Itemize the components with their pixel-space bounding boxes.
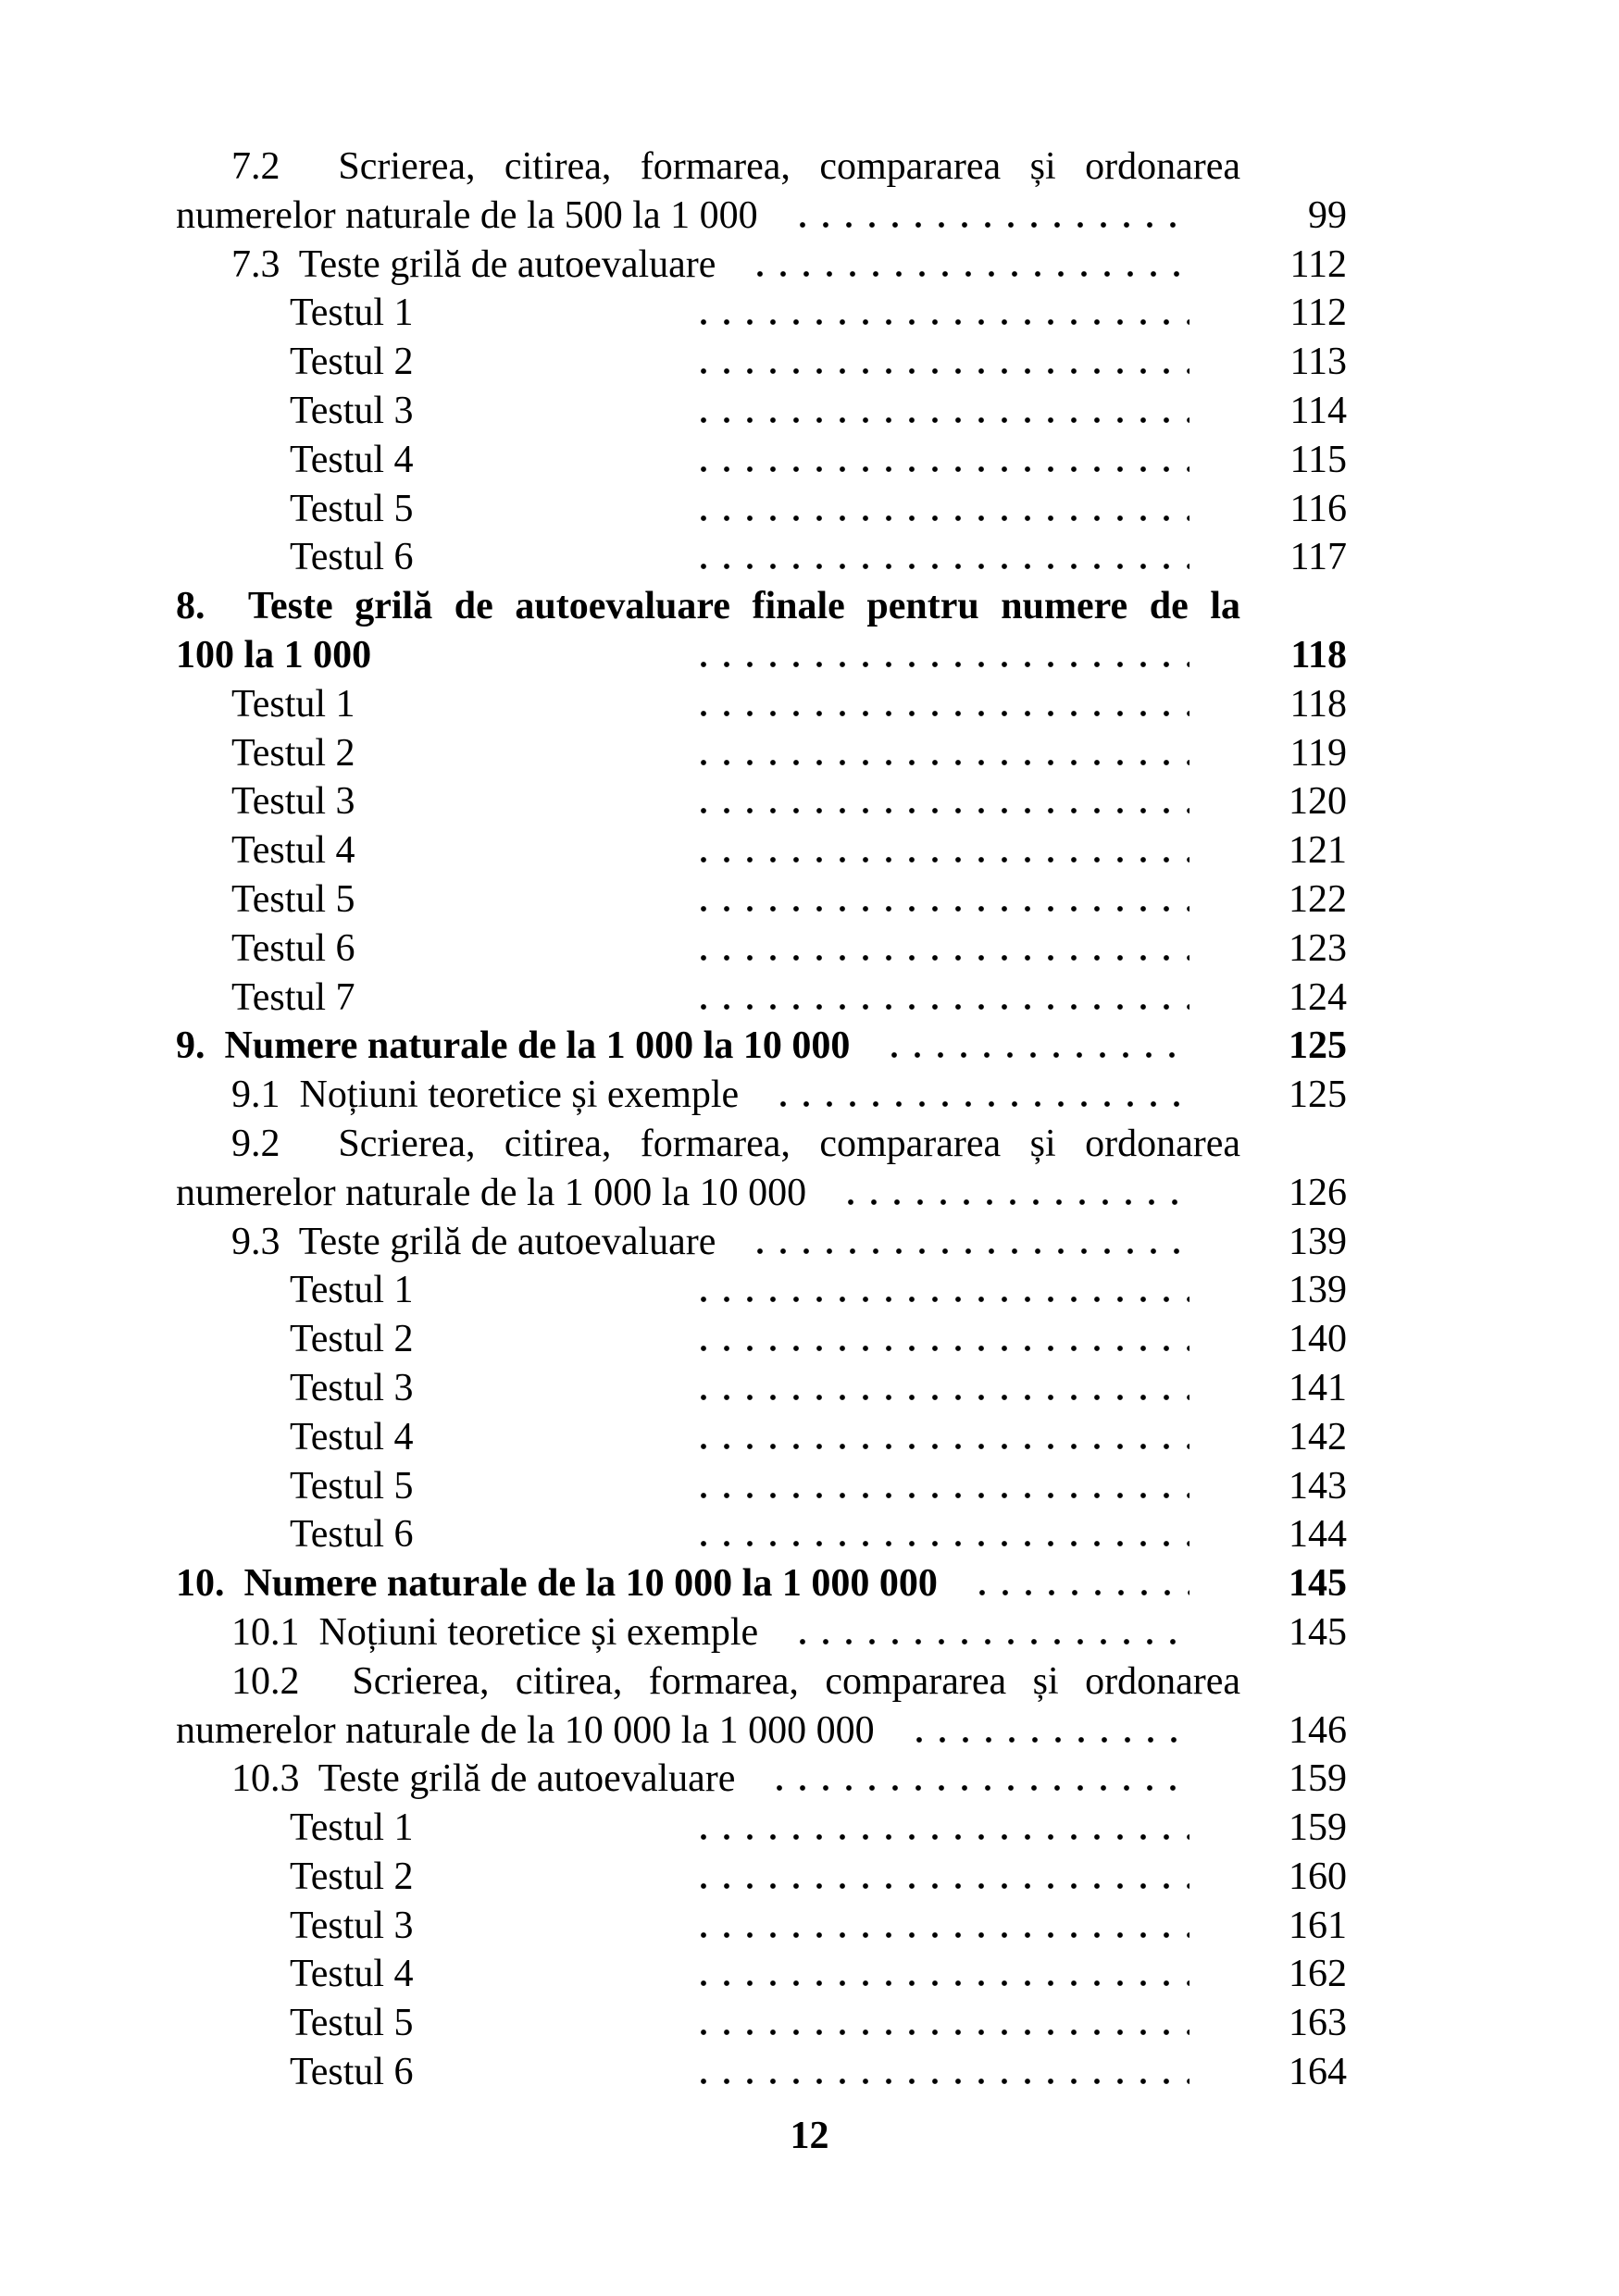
toc-page-number: 140 — [1289, 1318, 1347, 1361]
toc-page-number: 118 — [1290, 633, 1347, 676]
dot-leader — [701, 319, 1189, 325]
toc-entry-label: Testul 1 — [290, 292, 414, 335]
toc-entry-label: Testul 2 — [231, 731, 355, 775]
toc-row — [0, 1999, 1347, 2048]
toc-row — [0, 1315, 1347, 1364]
toc-row — [0, 533, 1347, 582]
dot-leader — [701, 906, 1189, 912]
dot-leader — [780, 1101, 1189, 1107]
toc-page-number: 145 — [1289, 1610, 1347, 1654]
dot-leader — [701, 1444, 1189, 1449]
toc-row — [0, 826, 1347, 875]
toc-page-number: 119 — [1289, 731, 1347, 775]
toc-page-number: 144 — [1289, 1513, 1347, 1557]
toc-entry-label: Testul 6 — [290, 1513, 414, 1557]
toc-page-number: 120 — [1289, 780, 1347, 824]
toc-page-number: 164 — [1289, 2051, 1347, 2094]
dot-leader — [701, 955, 1189, 961]
toc-row — [0, 680, 1347, 729]
toc-entry-label: Testul 2 — [290, 341, 414, 384]
toc-page-number: 142 — [1289, 1415, 1347, 1458]
toc-entry-label: 100 la 1 000 — [176, 633, 372, 676]
toc-page-number: 116 — [1289, 487, 1347, 530]
toc-entry-label: Testul 4 — [231, 829, 355, 873]
dot-leader — [701, 1834, 1189, 1840]
toc-entry-label: Testul 4 — [290, 1415, 414, 1458]
dot-leader — [777, 1785, 1189, 1791]
toc-row — [0, 1510, 1347, 1559]
toc-page-number: 112 — [1289, 292, 1347, 335]
toc-row — [0, 338, 1347, 387]
toc-row — [0, 1266, 1347, 1315]
toc-page-number: 143 — [1289, 1464, 1347, 1508]
toc-page-number: 125 — [1289, 1074, 1347, 1117]
toc-page-number: 145 — [1289, 1562, 1347, 1606]
toc-page-number: 139 — [1289, 1220, 1347, 1263]
toc-paragraph-first-line: 8. Teste grilă de autoevaluare finale pentru numere de la — [176, 585, 1240, 628]
toc-entry-label: 9.3 Teste grilă de autoevaluare — [231, 1220, 716, 1263]
toc-entry-label: Testul 1 — [290, 1806, 414, 1850]
dot-leader — [701, 1004, 1189, 1010]
toc-row — [0, 777, 1347, 826]
dot-leader — [757, 271, 1189, 277]
toc-row — [0, 192, 1347, 241]
toc-page-number: 113 — [1289, 341, 1347, 384]
toc-page-number: 123 — [1289, 926, 1347, 970]
toc-entry-label: Testul 1 — [231, 682, 355, 726]
dot-leader — [701, 2079, 1189, 2084]
dot-leader — [701, 662, 1189, 667]
toc-entry-label: Testul 4 — [290, 438, 414, 481]
toc-row — [0, 875, 1347, 925]
toc-entry-label: numerelor naturale de la 10 000 la 1 000 000 — [176, 1708, 875, 1752]
toc-row — [0, 729, 1347, 778]
toc-row — [0, 925, 1347, 974]
dot-leader — [800, 222, 1189, 228]
dot-leader — [701, 1883, 1189, 1889]
toc-entry-label: 9. Numere naturale de la 1 000 la 10 000 — [176, 1024, 851, 1068]
toc-row — [0, 1462, 1347, 1511]
toc-row — [0, 1853, 1347, 1902]
toc-entry-label: Testul 2 — [290, 1855, 414, 1898]
toc-page-number: 125 — [1289, 1024, 1347, 1068]
toc-page-number: 139 — [1289, 1269, 1347, 1312]
toc-row — [0, 1218, 1347, 1267]
toc-page-number: 146 — [1289, 1708, 1347, 1752]
toc-row — [0, 1071, 1347, 1120]
dot-leader — [701, 760, 1189, 765]
page-footer — [0, 2112, 1619, 2161]
toc-entry-label: Testul 7 — [231, 975, 355, 1019]
dot-leader — [916, 1737, 1189, 1743]
toc-row — [0, 241, 1347, 290]
toc-row — [0, 974, 1347, 1023]
dot-leader — [701, 466, 1189, 472]
toc-paragraph-first-line: 10.2 Scrierea, citirea, formarea, compararea și ordonarea — [231, 1659, 1240, 1703]
toc-page-number: 114 — [1289, 389, 1347, 432]
toc-row — [0, 1608, 1347, 1657]
toc-page-number: 118 — [1289, 682, 1347, 726]
toc-page-number: 141 — [1289, 1366, 1347, 1409]
toc-entry-label: Testul 5 — [290, 1464, 414, 1508]
toc-row — [0, 1559, 1347, 1608]
dot-leader — [701, 1395, 1189, 1400]
toc-entry-label: Testul 6 — [290, 2051, 414, 2094]
toc-entry-label: 10. Numere naturale de la 10 000 la 1 000 000 — [176, 1562, 938, 1606]
toc-page-number: 115 — [1289, 438, 1347, 481]
toc-row — [0, 436, 1347, 485]
toc-entry-label: 10.1 Noțiuni teoretice și exemple — [231, 1610, 759, 1654]
toc-entry-label: Testul 5 — [231, 877, 355, 921]
toc-row — [0, 387, 1347, 436]
toc-entry-label: Testul 2 — [290, 1318, 414, 1361]
dot-leader — [701, 368, 1189, 374]
dot-leader — [701, 1932, 1189, 1938]
toc-page-number: 112 — [1289, 242, 1347, 286]
toc-entry-label: Testul 3 — [290, 1366, 414, 1409]
toc-page-number: 159 — [1289, 1806, 1347, 1850]
toc-row — [0, 2048, 1347, 2097]
toc-page-number: 161 — [1289, 1904, 1347, 1947]
dot-leader — [979, 1590, 1189, 1595]
toc-entry-label: Testul 6 — [231, 926, 355, 970]
toc-row — [0, 485, 1347, 534]
toc-row — [0, 289, 1347, 338]
toc-row — [0, 1413, 1347, 1462]
toc-entry-label: Testul 6 — [290, 536, 414, 579]
dot-leader — [701, 1980, 1189, 1986]
toc-entry-label: Testul 3 — [290, 1904, 414, 1947]
dot-leader — [701, 808, 1189, 813]
toc-entry-label: numerelor naturale de la 500 la 1 000 — [176, 193, 758, 237]
toc-page-number: 160 — [1289, 1855, 1347, 1898]
dot-leader — [701, 417, 1189, 423]
toc-row — [0, 631, 1347, 680]
page-number: 12 — [790, 2114, 829, 2157]
toc-rows — [0, 143, 1619, 2097]
dot-leader — [701, 1541, 1189, 1546]
toc-row — [0, 1169, 1347, 1218]
toc-entry-label: Testul 3 — [290, 389, 414, 432]
toc-row — [0, 1902, 1347, 1951]
toc-page-number: 99 — [1308, 193, 1347, 237]
toc-page-number: 124 — [1289, 975, 1347, 1019]
dot-leader — [701, 711, 1189, 716]
toc-paragraph-first-line: 9.2 Scrierea, citirea, formarea, compararea și ordonarea — [231, 1122, 1240, 1165]
dot-leader — [701, 564, 1189, 569]
dot-leader — [800, 1639, 1189, 1644]
toc-entry-label: 10.3 Teste grilă de autoevaluare — [231, 1757, 736, 1801]
dot-leader — [701, 1493, 1189, 1498]
toc-entry-label: Testul 1 — [290, 1269, 414, 1312]
toc-entry-label: Testul 4 — [290, 1953, 414, 1996]
dot-leader — [757, 1248, 1189, 1254]
toc-row — [0, 1755, 1347, 1804]
dot-leader — [701, 1297, 1189, 1302]
toc-entry-label: 7.3 Teste grilă de autoevaluare — [231, 242, 716, 286]
toc-page-number: 163 — [1289, 2002, 1347, 2045]
toc-row — [0, 1364, 1347, 1413]
toc-row — [0, 1950, 1347, 1999]
dot-leader — [701, 857, 1189, 863]
toc-page-number: 122 — [1289, 877, 1347, 921]
toc-entry-label: 9.1 Noțiuni teoretice și exemple — [231, 1074, 740, 1117]
toc-row — [0, 1022, 1347, 1071]
dot-leader — [701, 2029, 1189, 2035]
toc-entry-label: numerelor naturale de la 1 000 la 10 000 — [176, 1171, 807, 1214]
toc-row — [0, 1804, 1347, 1853]
dot-leader — [701, 515, 1189, 521]
toc-paragraph-first-line: 7.2 Scrierea, citirea, formarea, compararea și ordonarea — [231, 145, 1240, 188]
toc-page-number: 121 — [1289, 829, 1347, 873]
toc-entry-label: Testul 3 — [231, 780, 355, 824]
toc-row — [0, 1706, 1347, 1756]
toc-page-number: 126 — [1289, 1171, 1347, 1214]
dot-leader — [701, 1346, 1189, 1351]
toc-page-number: 117 — [1289, 536, 1347, 579]
toc-entry-label: Testul 5 — [290, 487, 414, 530]
toc-entry-label: Testul 5 — [290, 2002, 414, 2045]
dot-leader — [891, 1052, 1189, 1058]
toc-page-number: 159 — [1289, 1757, 1347, 1801]
toc-page-number: 162 — [1289, 1953, 1347, 1996]
dot-leader — [848, 1199, 1189, 1205]
